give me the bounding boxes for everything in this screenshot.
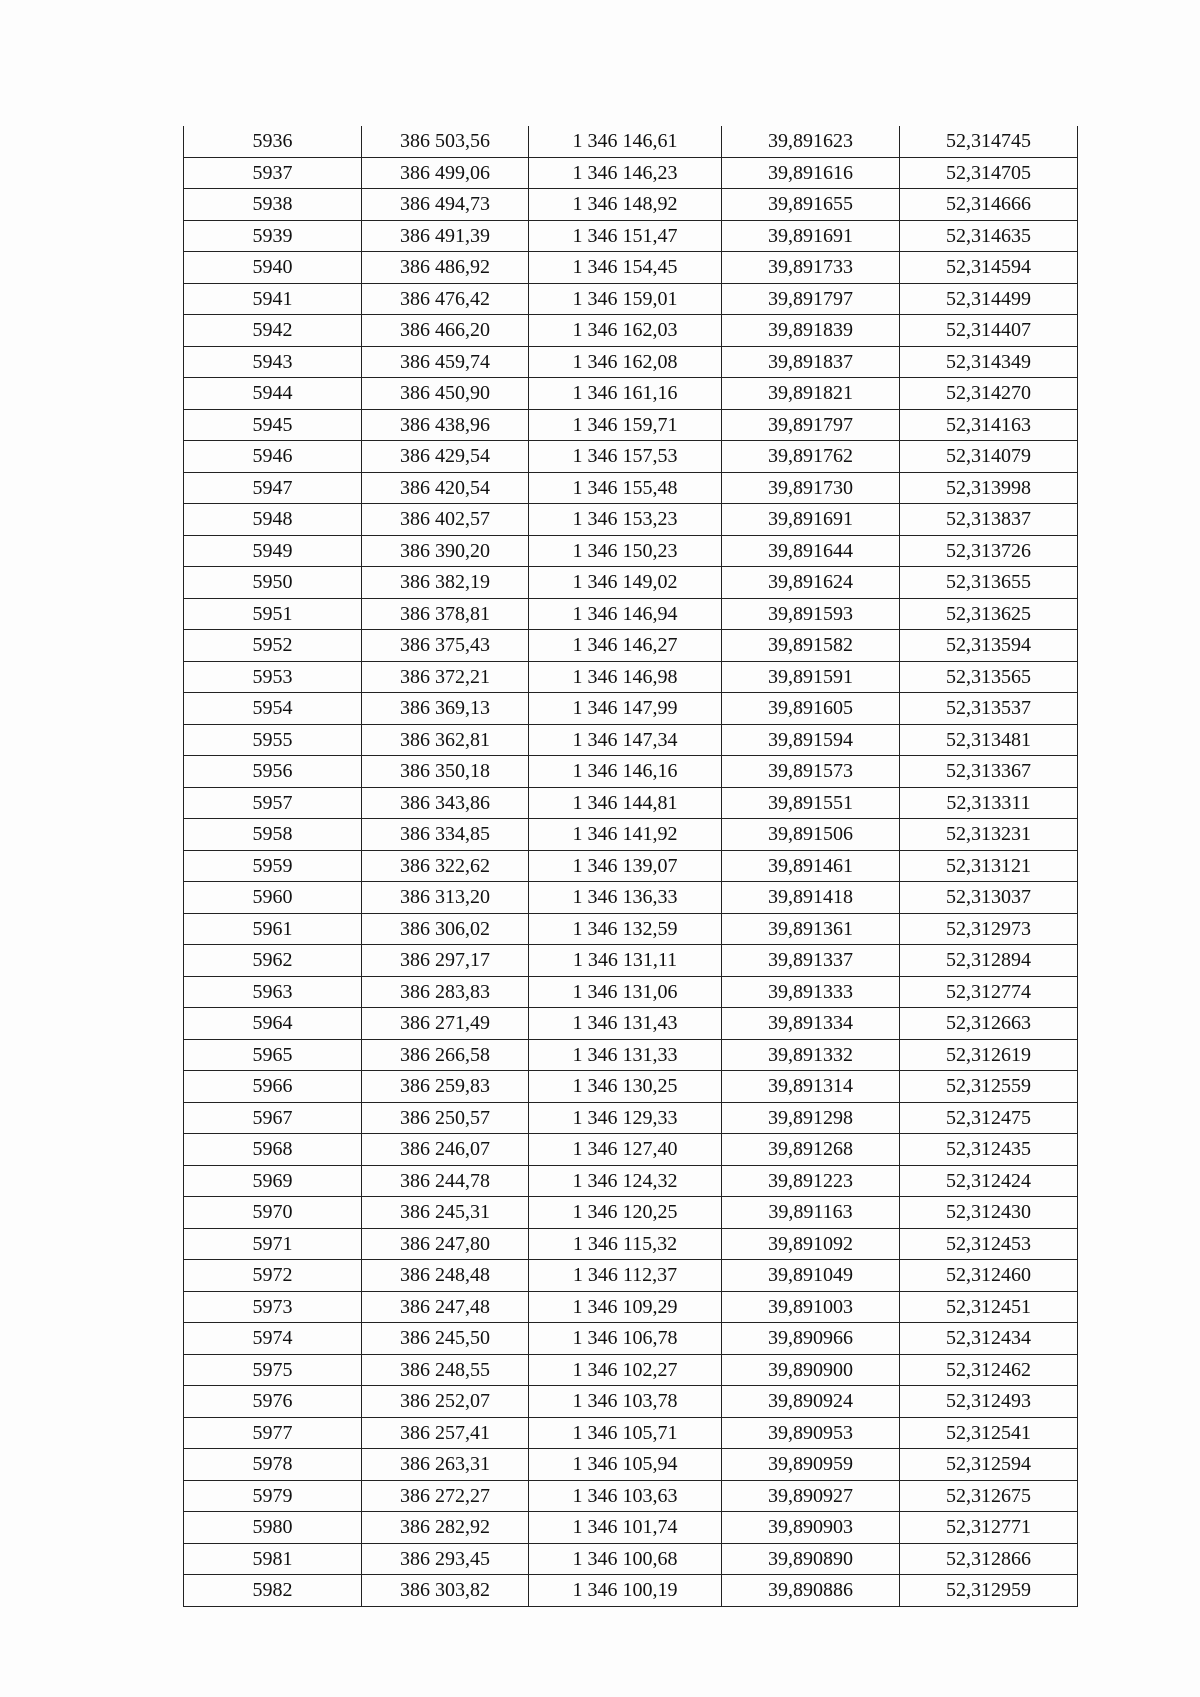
x-coordinate-cell: 386 266,58	[362, 1039, 529, 1071]
table-row	[184, 756, 1078, 788]
y-coordinate-cell: 1 346 146,16	[529, 756, 722, 788]
y-coordinate-cell: 1 346 162,08	[529, 346, 722, 378]
table-row	[184, 787, 1078, 819]
x-coordinate-cell: 386 297,17	[362, 945, 529, 977]
latitude-cell: 39,890890	[722, 1543, 900, 1575]
y-coordinate-cell: 1 346 153,23	[529, 504, 722, 536]
latitude-cell: 39,891461	[722, 850, 900, 882]
point-number-cell: 5964	[184, 1008, 362, 1040]
longitude-cell: 52,312619	[900, 1039, 1078, 1071]
y-coordinate-cell: 1 346 136,33	[529, 882, 722, 914]
longitude-cell: 52,312430	[900, 1197, 1078, 1229]
point-number-cell: 5965	[184, 1039, 362, 1071]
longitude-cell: 52,312774	[900, 976, 1078, 1008]
longitude-cell: 52,313594	[900, 630, 1078, 662]
point-number-cell: 5952	[184, 630, 362, 662]
latitude-cell: 39,891573	[722, 756, 900, 788]
latitude-cell: 39,890900	[722, 1354, 900, 1386]
y-coordinate-cell: 1 346 147,99	[529, 693, 722, 725]
y-coordinate-cell: 1 346 146,23	[529, 157, 722, 189]
point-number-cell: 5978	[184, 1449, 362, 1481]
x-coordinate-cell: 386 369,13	[362, 693, 529, 725]
y-coordinate-cell: 1 346 124,32	[529, 1165, 722, 1197]
point-number-cell: 5936	[184, 126, 362, 157]
y-coordinate-cell: 1 346 150,23	[529, 535, 722, 567]
point-number-cell: 5940	[184, 252, 362, 284]
point-number-cell: 5951	[184, 598, 362, 630]
y-coordinate-cell: 1 346 149,02	[529, 567, 722, 599]
x-coordinate-cell: 386 503,56	[362, 126, 529, 157]
table-row	[184, 1291, 1078, 1323]
point-number-cell: 5941	[184, 283, 362, 315]
longitude-cell: 52,314635	[900, 220, 1078, 252]
latitude-cell: 39,891624	[722, 567, 900, 599]
longitude-cell: 52,313231	[900, 819, 1078, 851]
table-row	[184, 976, 1078, 1008]
latitude-cell: 39,890886	[722, 1575, 900, 1607]
latitude-cell: 39,891003	[722, 1291, 900, 1323]
point-number-cell: 5970	[184, 1197, 362, 1229]
x-coordinate-cell: 386 420,54	[362, 472, 529, 504]
x-coordinate-cell: 386 252,07	[362, 1386, 529, 1418]
point-number-cell: 5954	[184, 693, 362, 725]
table-row	[184, 1228, 1078, 1260]
longitude-cell: 52,312475	[900, 1102, 1078, 1134]
y-coordinate-cell: 1 346 131,06	[529, 976, 722, 1008]
y-coordinate-cell: 1 346 100,68	[529, 1543, 722, 1575]
latitude-cell: 39,890953	[722, 1417, 900, 1449]
latitude-cell: 39,891337	[722, 945, 900, 977]
longitude-cell: 52,312435	[900, 1134, 1078, 1166]
y-coordinate-cell: 1 346 101,74	[529, 1512, 722, 1544]
point-number-cell: 5969	[184, 1165, 362, 1197]
longitude-cell: 52,312771	[900, 1512, 1078, 1544]
y-coordinate-cell: 1 346 146,94	[529, 598, 722, 630]
table-row	[184, 220, 1078, 252]
longitude-cell: 52,313367	[900, 756, 1078, 788]
table-row	[184, 252, 1078, 284]
y-coordinate-cell: 1 346 144,81	[529, 787, 722, 819]
x-coordinate-cell: 386 247,80	[362, 1228, 529, 1260]
point-number-cell: 5976	[184, 1386, 362, 1418]
point-number-cell: 5966	[184, 1071, 362, 1103]
y-coordinate-cell: 1 346 129,33	[529, 1102, 722, 1134]
longitude-cell: 52,314705	[900, 157, 1078, 189]
table-row	[184, 1102, 1078, 1134]
table-row	[184, 630, 1078, 662]
table-row	[184, 1165, 1078, 1197]
x-coordinate-cell: 386 246,07	[362, 1134, 529, 1166]
longitude-cell: 52,312451	[900, 1291, 1078, 1323]
point-number-cell: 5937	[184, 157, 362, 189]
latitude-cell: 39,890966	[722, 1323, 900, 1355]
x-coordinate-cell: 386 244,78	[362, 1165, 529, 1197]
latitude-cell: 39,891821	[722, 378, 900, 410]
y-coordinate-cell: 1 346 146,27	[529, 630, 722, 662]
longitude-cell: 52,312866	[900, 1543, 1078, 1575]
x-coordinate-cell: 386 402,57	[362, 504, 529, 536]
y-coordinate-cell: 1 346 100,19	[529, 1575, 722, 1607]
table-row	[184, 409, 1078, 441]
latitude-cell: 39,891616	[722, 157, 900, 189]
y-coordinate-cell: 1 346 132,59	[529, 913, 722, 945]
latitude-cell: 39,890924	[722, 1386, 900, 1418]
x-coordinate-cell: 386 313,20	[362, 882, 529, 914]
point-number-cell: 5956	[184, 756, 362, 788]
table-row	[184, 850, 1078, 882]
table-row	[184, 535, 1078, 567]
longitude-cell: 52,312959	[900, 1575, 1078, 1607]
point-number-cell: 5962	[184, 945, 362, 977]
table-row	[184, 157, 1078, 189]
x-coordinate-cell: 386 362,81	[362, 724, 529, 756]
table-row	[184, 378, 1078, 410]
table-row	[184, 1008, 1078, 1040]
point-number-cell: 5959	[184, 850, 362, 882]
table-row	[184, 1543, 1078, 1575]
latitude-cell: 39,891049	[722, 1260, 900, 1292]
x-coordinate-cell: 386 303,82	[362, 1575, 529, 1607]
x-coordinate-cell: 386 378,81	[362, 598, 529, 630]
table-row	[184, 1575, 1078, 1607]
table-row	[184, 441, 1078, 473]
y-coordinate-cell: 1 346 141,92	[529, 819, 722, 851]
y-coordinate-cell: 1 346 148,92	[529, 189, 722, 221]
point-number-cell: 5955	[184, 724, 362, 756]
point-number-cell: 5968	[184, 1134, 362, 1166]
point-number-cell: 5958	[184, 819, 362, 851]
latitude-cell: 39,891605	[722, 693, 900, 725]
y-coordinate-cell: 1 346 115,32	[529, 1228, 722, 1260]
x-coordinate-cell: 386 450,90	[362, 378, 529, 410]
latitude-cell: 39,891361	[722, 913, 900, 945]
y-coordinate-cell: 1 346 103,78	[529, 1386, 722, 1418]
table-row	[184, 913, 1078, 945]
x-coordinate-cell: 386 334,85	[362, 819, 529, 851]
point-number-cell: 5948	[184, 504, 362, 536]
x-coordinate-cell: 386 263,31	[362, 1449, 529, 1481]
point-number-cell: 5981	[184, 1543, 362, 1575]
y-coordinate-cell: 1 346 127,40	[529, 1134, 722, 1166]
longitude-cell: 52,312894	[900, 945, 1078, 977]
latitude-cell: 39,891591	[722, 661, 900, 693]
x-coordinate-cell: 386 466,20	[362, 315, 529, 347]
latitude-cell: 39,891332	[722, 1039, 900, 1071]
longitude-cell: 52,312462	[900, 1354, 1078, 1386]
longitude-cell: 52,313537	[900, 693, 1078, 725]
table-row	[184, 283, 1078, 315]
table-row	[184, 1354, 1078, 1386]
x-coordinate-cell: 386 486,92	[362, 252, 529, 284]
y-coordinate-cell: 1 346 157,53	[529, 441, 722, 473]
y-coordinate-cell: 1 346 159,71	[529, 409, 722, 441]
latitude-cell: 39,890959	[722, 1449, 900, 1481]
x-coordinate-cell: 386 476,42	[362, 283, 529, 315]
point-number-cell: 5982	[184, 1575, 362, 1607]
x-coordinate-cell: 386 271,49	[362, 1008, 529, 1040]
latitude-cell: 39,891730	[722, 472, 900, 504]
y-coordinate-cell: 1 346 139,07	[529, 850, 722, 882]
table-row	[184, 126, 1078, 157]
longitude-cell: 52,314594	[900, 252, 1078, 284]
point-number-cell: 5939	[184, 220, 362, 252]
point-number-cell: 5974	[184, 1323, 362, 1355]
longitude-cell: 52,314270	[900, 378, 1078, 410]
longitude-cell: 52,313655	[900, 567, 1078, 599]
longitude-cell: 52,314407	[900, 315, 1078, 347]
point-number-cell: 5967	[184, 1102, 362, 1134]
y-coordinate-cell: 1 346 105,94	[529, 1449, 722, 1481]
y-coordinate-cell: 1 346 112,37	[529, 1260, 722, 1292]
longitude-cell: 52,314745	[900, 126, 1078, 157]
x-coordinate-cell: 386 245,50	[362, 1323, 529, 1355]
y-coordinate-cell: 1 346 102,27	[529, 1354, 722, 1386]
y-coordinate-cell: 1 346 146,61	[529, 126, 722, 157]
longitude-cell: 52,314163	[900, 409, 1078, 441]
x-coordinate-cell: 386 382,19	[362, 567, 529, 599]
longitude-cell: 52,312541	[900, 1417, 1078, 1449]
latitude-cell: 39,891839	[722, 315, 900, 347]
x-coordinate-cell: 386 429,54	[362, 441, 529, 473]
x-coordinate-cell: 386 259,83	[362, 1071, 529, 1103]
table-row	[184, 472, 1078, 504]
table-row	[184, 504, 1078, 536]
y-coordinate-cell: 1 346 105,71	[529, 1417, 722, 1449]
point-number-cell: 5950	[184, 567, 362, 599]
latitude-cell: 39,891223	[722, 1165, 900, 1197]
latitude-cell: 39,891797	[722, 283, 900, 315]
table-row	[184, 1134, 1078, 1166]
latitude-cell: 39,891594	[722, 724, 900, 756]
point-number-cell: 5942	[184, 315, 362, 347]
longitude-cell: 52,313311	[900, 787, 1078, 819]
longitude-cell: 52,313121	[900, 850, 1078, 882]
latitude-cell: 39,891762	[722, 441, 900, 473]
y-coordinate-cell: 1 346 151,47	[529, 220, 722, 252]
x-coordinate-cell: 386 372,21	[362, 661, 529, 693]
x-coordinate-cell: 386 343,86	[362, 787, 529, 819]
latitude-cell: 39,891623	[722, 126, 900, 157]
x-coordinate-cell: 386 499,06	[362, 157, 529, 189]
point-number-cell: 5943	[184, 346, 362, 378]
longitude-cell: 52,313625	[900, 598, 1078, 630]
point-number-cell: 5960	[184, 882, 362, 914]
x-coordinate-cell: 386 283,83	[362, 976, 529, 1008]
longitude-cell: 52,313037	[900, 882, 1078, 914]
point-number-cell: 5953	[184, 661, 362, 693]
longitude-cell: 52,313565	[900, 661, 1078, 693]
longitude-cell: 52,312663	[900, 1008, 1078, 1040]
longitude-cell: 52,312559	[900, 1071, 1078, 1103]
y-coordinate-cell: 1 346 159,01	[529, 283, 722, 315]
latitude-cell: 39,891092	[722, 1228, 900, 1260]
table-row	[184, 661, 1078, 693]
longitude-cell: 52,312675	[900, 1480, 1078, 1512]
x-coordinate-cell: 386 390,20	[362, 535, 529, 567]
latitude-cell: 39,891733	[722, 252, 900, 284]
y-coordinate-cell: 1 346 131,33	[529, 1039, 722, 1071]
table-row	[184, 1386, 1078, 1418]
x-coordinate-cell: 386 282,92	[362, 1512, 529, 1544]
table-row	[184, 598, 1078, 630]
latitude-cell: 39,891298	[722, 1102, 900, 1134]
x-coordinate-cell: 386 245,31	[362, 1197, 529, 1229]
table-row	[184, 567, 1078, 599]
x-coordinate-cell: 386 491,39	[362, 220, 529, 252]
x-coordinate-cell: 386 248,55	[362, 1354, 529, 1386]
point-number-cell: 5938	[184, 189, 362, 221]
table-row	[184, 882, 1078, 914]
y-coordinate-cell: 1 346 109,29	[529, 1291, 722, 1323]
x-coordinate-cell: 386 257,41	[362, 1417, 529, 1449]
latitude-cell: 39,891551	[722, 787, 900, 819]
x-coordinate-cell: 386 438,96	[362, 409, 529, 441]
point-number-cell: 5979	[184, 1480, 362, 1512]
y-coordinate-cell: 1 346 162,03	[529, 315, 722, 347]
point-number-cell: 5972	[184, 1260, 362, 1292]
longitude-cell: 52,314666	[900, 189, 1078, 221]
x-coordinate-cell: 386 248,48	[362, 1260, 529, 1292]
longitude-cell: 52,312460	[900, 1260, 1078, 1292]
x-coordinate-cell: 386 459,74	[362, 346, 529, 378]
latitude-cell: 39,890903	[722, 1512, 900, 1544]
table-row	[184, 693, 1078, 725]
point-number-cell: 5977	[184, 1417, 362, 1449]
table-row	[184, 1323, 1078, 1355]
point-number-cell: 5949	[184, 535, 362, 567]
longitude-cell: 52,312434	[900, 1323, 1078, 1355]
latitude-cell: 39,891314	[722, 1071, 900, 1103]
latitude-cell: 39,891691	[722, 504, 900, 536]
point-number-cell: 5944	[184, 378, 362, 410]
table-row	[184, 1071, 1078, 1103]
x-coordinate-cell: 386 250,57	[362, 1102, 529, 1134]
point-number-cell: 5946	[184, 441, 362, 473]
y-coordinate-cell: 1 346 103,63	[529, 1480, 722, 1512]
x-coordinate-cell: 386 322,62	[362, 850, 529, 882]
y-coordinate-cell: 1 346 130,25	[529, 1071, 722, 1103]
longitude-cell: 52,313998	[900, 472, 1078, 504]
y-coordinate-cell: 1 346 146,98	[529, 661, 722, 693]
table-row	[184, 189, 1078, 221]
coordinates-table-body	[184, 126, 1078, 1606]
table-row	[184, 1039, 1078, 1071]
latitude-cell: 39,891418	[722, 882, 900, 914]
longitude-cell: 52,312453	[900, 1228, 1078, 1260]
x-coordinate-cell: 386 350,18	[362, 756, 529, 788]
table-row	[184, 724, 1078, 756]
longitude-cell: 52,312594	[900, 1449, 1078, 1481]
table-row	[184, 945, 1078, 977]
x-coordinate-cell: 386 306,02	[362, 913, 529, 945]
y-coordinate-cell: 1 346 147,34	[529, 724, 722, 756]
latitude-cell: 39,891593	[722, 598, 900, 630]
longitude-cell: 52,312973	[900, 913, 1078, 945]
point-number-cell: 5961	[184, 913, 362, 945]
table-row	[184, 1260, 1078, 1292]
longitude-cell: 52,313726	[900, 535, 1078, 567]
longitude-cell: 52,314349	[900, 346, 1078, 378]
y-coordinate-cell: 1 346 154,45	[529, 252, 722, 284]
longitude-cell: 52,313481	[900, 724, 1078, 756]
point-number-cell: 5963	[184, 976, 362, 1008]
table-row	[184, 1417, 1078, 1449]
table-row	[184, 1197, 1078, 1229]
table-row	[184, 1449, 1078, 1481]
longitude-cell: 52,312493	[900, 1386, 1078, 1418]
latitude-cell: 39,891506	[722, 819, 900, 851]
longitude-cell: 52,314079	[900, 441, 1078, 473]
y-coordinate-cell: 1 346 120,25	[529, 1197, 722, 1229]
x-coordinate-cell: 386 247,48	[362, 1291, 529, 1323]
latitude-cell: 39,891163	[722, 1197, 900, 1229]
longitude-cell: 52,312424	[900, 1165, 1078, 1197]
y-coordinate-cell: 1 346 131,43	[529, 1008, 722, 1040]
x-coordinate-cell: 386 293,45	[362, 1543, 529, 1575]
latitude-cell: 39,891644	[722, 535, 900, 567]
x-coordinate-cell: 386 272,27	[362, 1480, 529, 1512]
y-coordinate-cell: 1 346 106,78	[529, 1323, 722, 1355]
point-number-cell: 5975	[184, 1354, 362, 1386]
latitude-cell: 39,891797	[722, 409, 900, 441]
latitude-cell: 39,891268	[722, 1134, 900, 1166]
longitude-cell: 52,314499	[900, 283, 1078, 315]
table-row	[184, 819, 1078, 851]
latitude-cell: 39,891655	[722, 189, 900, 221]
point-number-cell: 5947	[184, 472, 362, 504]
latitude-cell: 39,891334	[722, 1008, 900, 1040]
longitude-cell: 52,313837	[900, 504, 1078, 536]
latitude-cell: 39,891582	[722, 630, 900, 662]
latitude-cell: 39,891333	[722, 976, 900, 1008]
table-row	[184, 1480, 1078, 1512]
y-coordinate-cell: 1 346 161,16	[529, 378, 722, 410]
point-number-cell: 5973	[184, 1291, 362, 1323]
point-number-cell: 5945	[184, 409, 362, 441]
latitude-cell: 39,890927	[722, 1480, 900, 1512]
y-coordinate-cell: 1 346 155,48	[529, 472, 722, 504]
y-coordinate-cell: 1 346 131,11	[529, 945, 722, 977]
x-coordinate-cell: 386 375,43	[362, 630, 529, 662]
table-row	[184, 315, 1078, 347]
latitude-cell: 39,891691	[722, 220, 900, 252]
point-number-cell: 5971	[184, 1228, 362, 1260]
point-number-cell: 5957	[184, 787, 362, 819]
latitude-cell: 39,891837	[722, 346, 900, 378]
coordinates-table	[183, 126, 1078, 1607]
table-row	[184, 346, 1078, 378]
point-number-cell: 5980	[184, 1512, 362, 1544]
table-row	[184, 1512, 1078, 1544]
x-coordinate-cell: 386 494,73	[362, 189, 529, 221]
